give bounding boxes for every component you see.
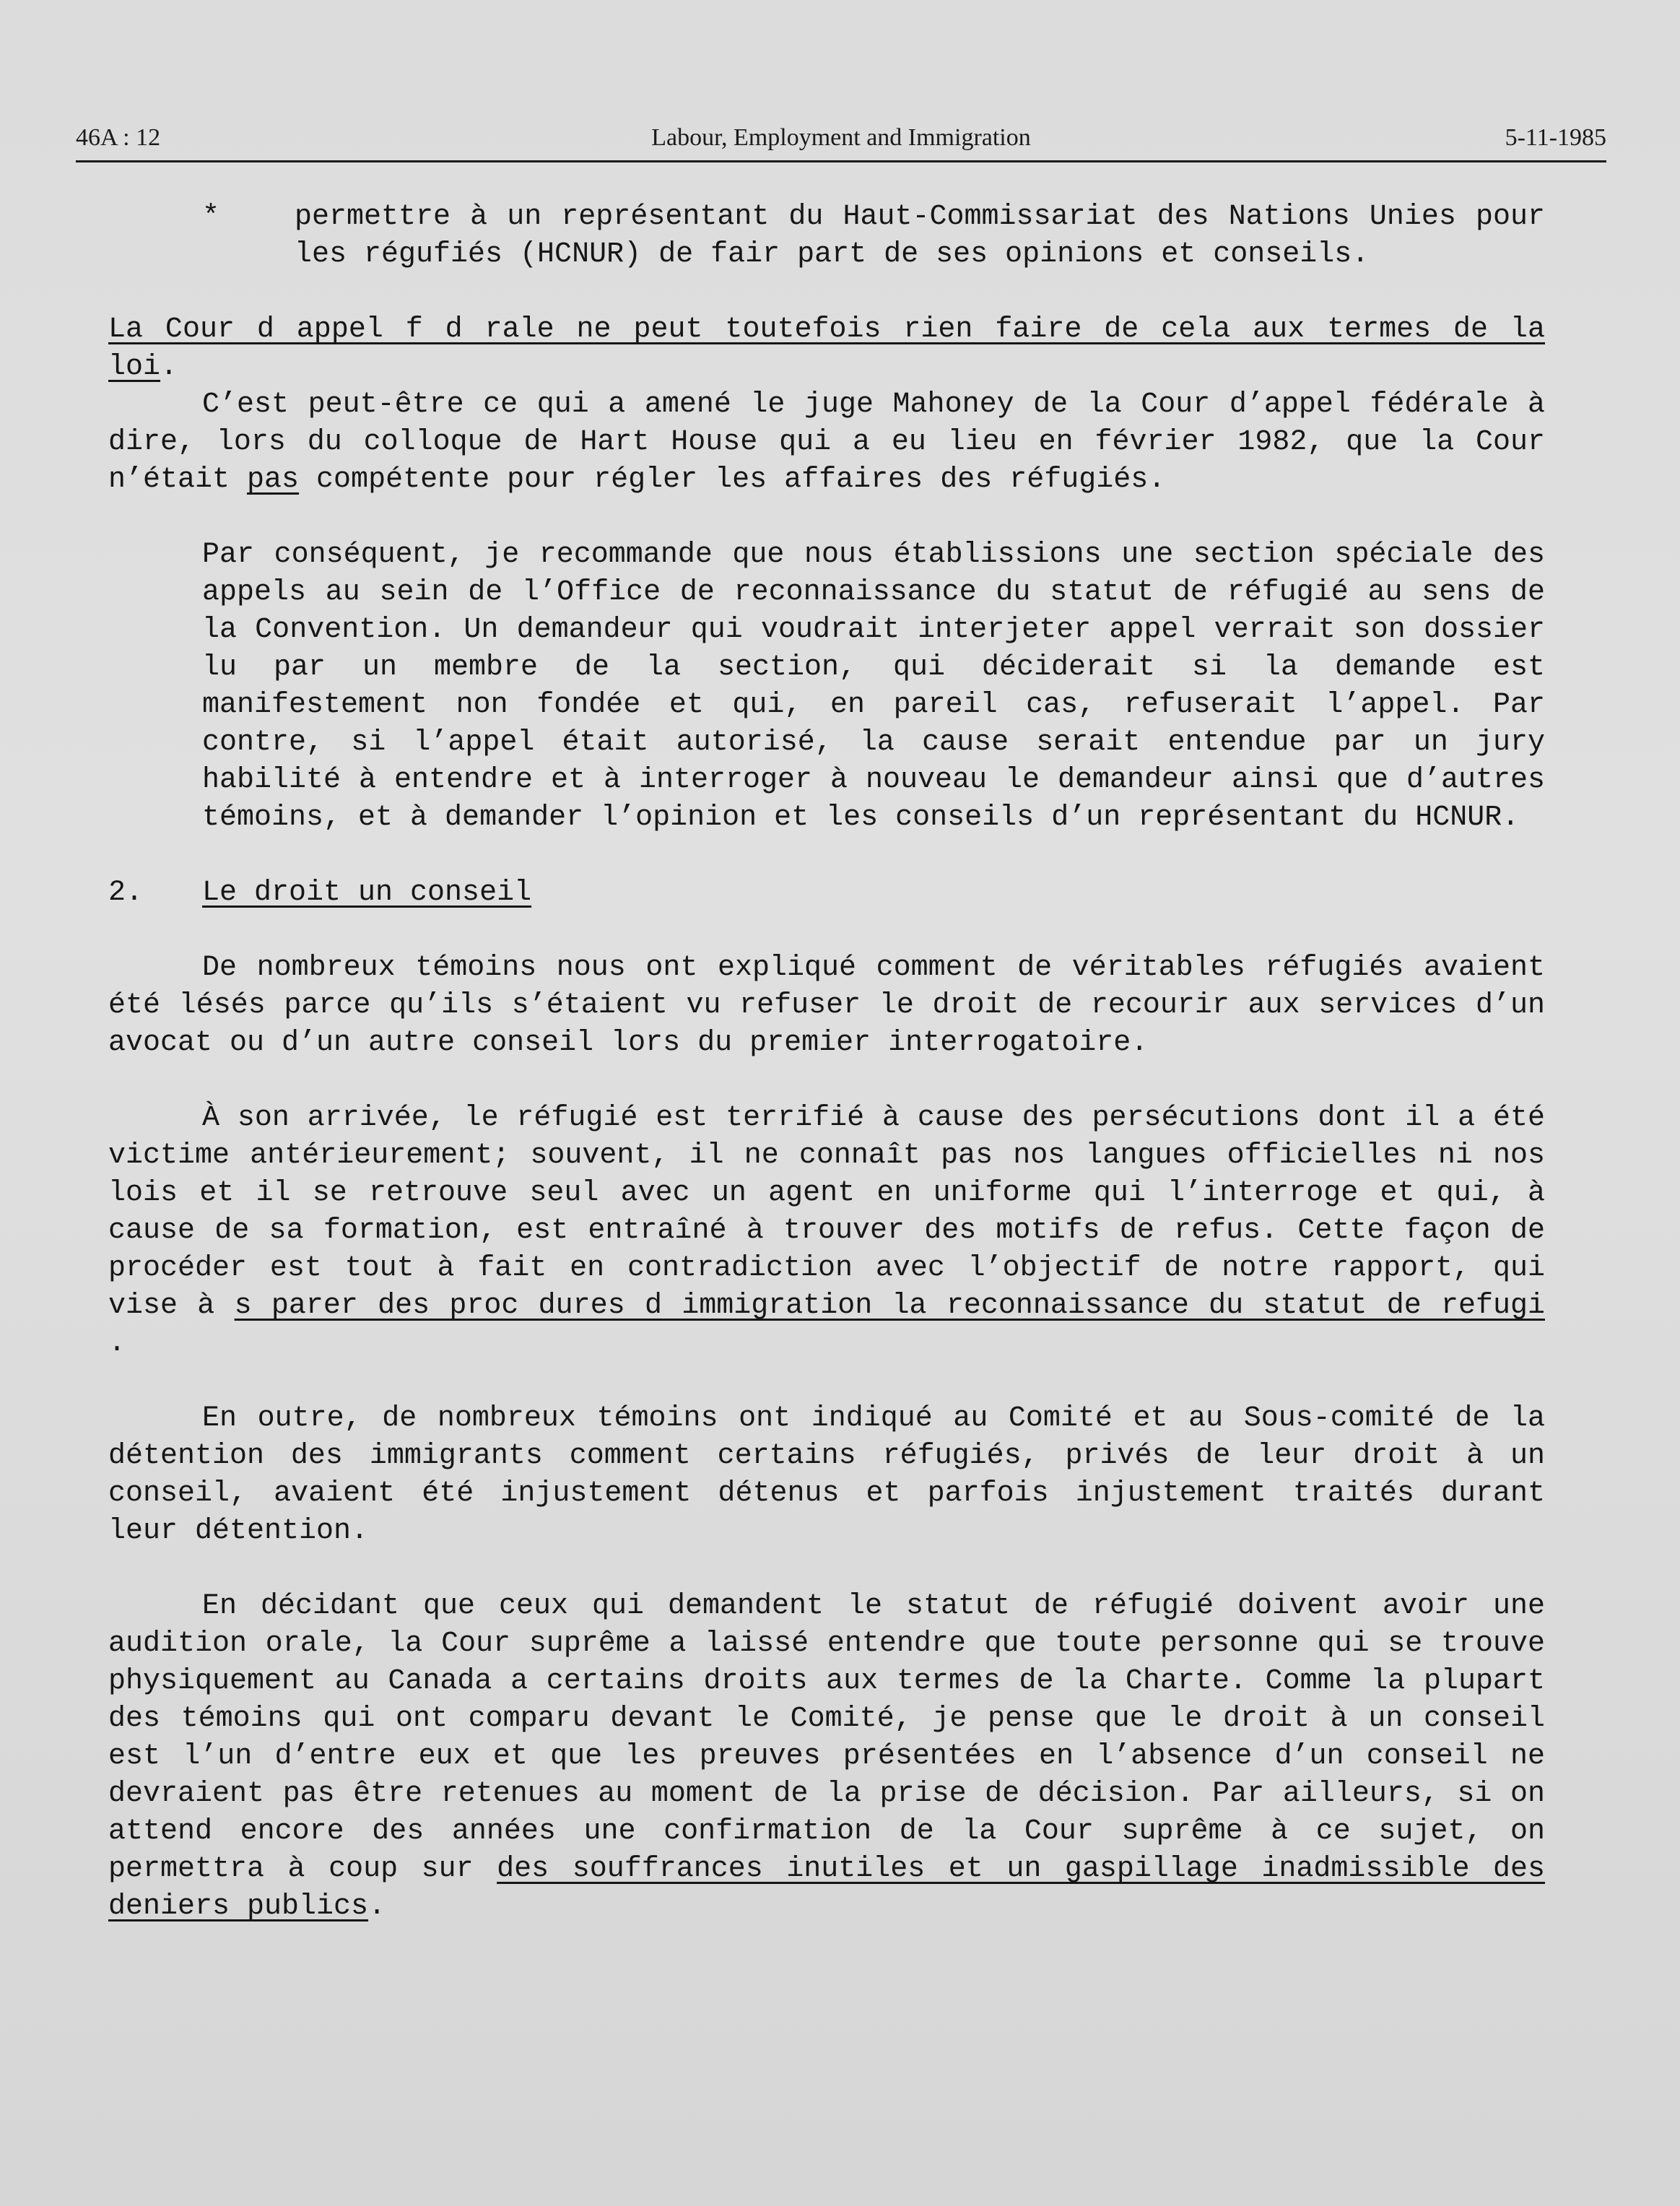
header-date: 5-11-1985 [1505,124,1606,151]
underlined-text: pas [247,464,300,496]
bullet-text: permettre à un représentant du Haut-Commissariat des Nations Unies pour les régufiés (HCNUR) de fair part de ses opinions et conseils. [295,201,1545,271]
underlined-text: des souffrances inutiles et un gaspillage inadmissible des deniers publics [108,1853,1545,1923]
bullet-item [108,199,1545,274]
header-rule [76,160,1606,162]
body-text [108,199,1545,1926]
section-title: Le droit un conseil [202,877,532,909]
paragraph-arrival: À son arrivée, le réfugié est terrifié à cause des persécutions dont il a été victime antérieurement; souvent, il ne connaît pas nos langues officielles ni nos lois et il se retrouve seul avec un agent en uniforme qui l’interroge et qui, à cause de sa formation, est entraîné à trouver des motifs de refus. Cette façon de procéder est tout à fait en contradiction avec l’objectif de notre rapport, qui vise à s parer des proc dures d immigration la reconnaissance du statut de refugi . [108,1102,1545,1360]
paragraph-court-limitation: La Cour d appel f d rale ne peut toutefois rien faire de cela aux termes de la loi. [108,313,1545,383]
section-heading [108,874,1545,912]
paragraph-recommendation: Par conséquent, je recommande que nous établissions une section spéciale des appels au sein de l’Office de reconnaissance du statut de réfugié au sens de la Convention. Un demandeur qui voudrait interjeter appel verrait son dossier lu par un membre de la section, qui déciderait si la demande est manifestement non fondée et qui, en pareil cas, refuserait l’appel. Par contre, si l’appel était autorisé, la cause serait entendue par un jury habilité à entendre et à interroger à nouveau le demandeur ainsi que d’autres témoins, et à demander l’opinion et les conseils d’un représentant du HCNUR. [202,539,1545,834]
paragraph-detention: En outre, de nombreux témoins ont indiqué au Comité et au Sous-comité de la détention des immigrants comment certains réfugiés, privés de leur droit à un conseil, avaient été injustement détenus et parfois injustement traités durant leur détention. [108,1402,1545,1547]
paragraph-supreme-court: En décidant que ceux qui demandent le statut de réfugié doivent avoir une audition orale, la Cour suprême a laissé entendre que toute personne qui se trouve physiquement au Canada a certains droits aux termes de la Charte. Comme la plupart des témoins qui ont comparu devant le Comité, je pense que le droit à un conseil est l’un d’entre eux et que les preuves présentées en l’absence d’un conseil ne devraient pas être retenues au moment de la prise de décision. Par ailleurs, si on attend encore des années une confirmation de la Cour suprême à ce sujet, on permettra à coup sur des souffrances inutiles et un gaspillage inadmissible des deniers publics. [108,1590,1545,1923]
paragraph-witnesses: De nombreux témoins nous ont expliqué comment de véritables réfugiés avaient été lésés parce qu’ils s’étaient vu refuser le droit de recourir aux services d’un avocat ou d’un autre conseil lors du premier interrogatoire. [108,952,1545,1059]
underlined-text: La Cour d appel f d rale ne peut toutefois rien faire de cela aux termes de la loi [108,313,1545,383]
page-reference: 46A : 12 [76,124,161,151]
paragraph-mahoney: C’est peut-être ce qui a amené le juge Mahoney de la Cour d’appel fédérale à dire, lors du colloque de Hart House qui a eu lieu en février 1982, que la Cour n’était pas compétente pour régler les affaires des réfugiés. [108,388,1545,496]
underlined-text: s parer des proc dures d immigration la reconnaissance du statut de refugi [234,1290,1545,1322]
page-header [76,124,1606,162]
section-number: 2. [108,877,144,909]
bullet-mark: * [202,201,220,233]
running-title: Labour, Employment and Immigration [651,124,1031,151]
